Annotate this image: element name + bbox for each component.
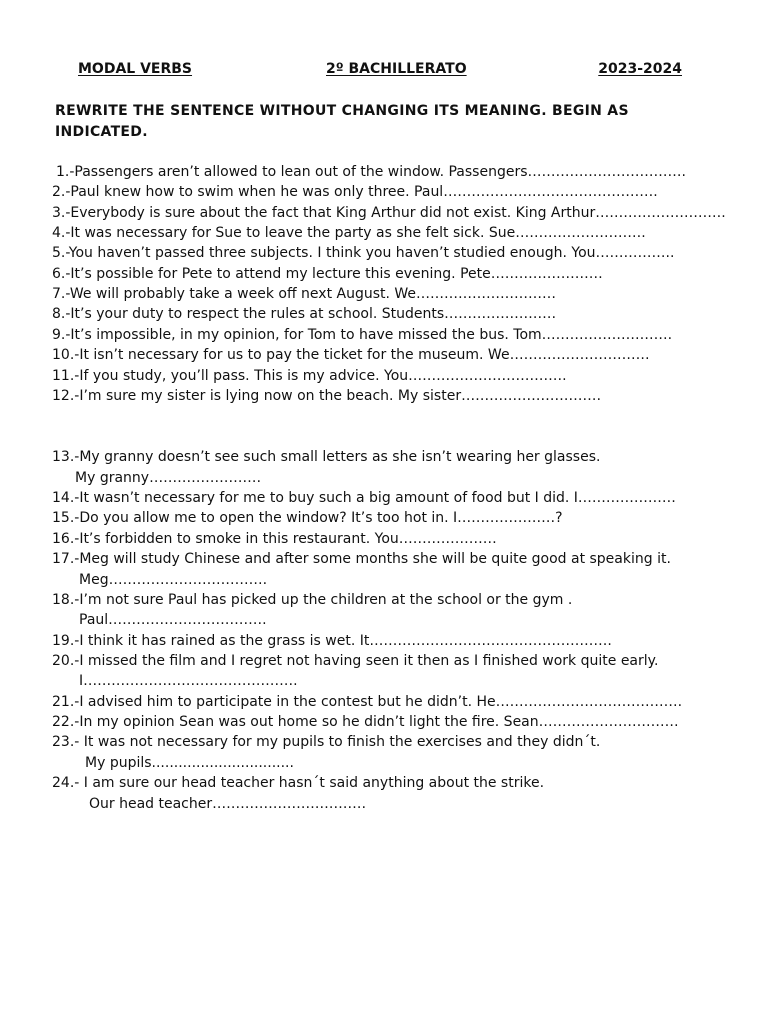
exercise-item: 7.-We will probably take a week off next August. We………………………… <box>52 286 557 302</box>
exercise-item: 18.-I’m not sure Paul has picked up the children at the school or the gym . <box>52 592 573 608</box>
exercise-item: 1.-Passengers aren’t allowed to lean out of the window. Passengers……………………………. <box>56 164 686 180</box>
exercise-item: 3.-Everybody is sure about the fact that King Arthur did not exist. King Arthur………………………. <box>52 205 726 221</box>
exercise-answer-start: My pupils................................ <box>85 755 294 771</box>
exercise-item: 2.-Paul knew how to swim when he was only three. Paul………………………………………. <box>52 184 658 200</box>
exercise-item: 19.-I think it has rained as the grass is wet. It……………………………………………. <box>52 633 612 649</box>
exercise-item: 12.-I’m sure my sister is lying now on the beach. My sister………………………… <box>52 388 602 404</box>
course-label: 2º BACHILLERATO <box>326 61 467 77</box>
exercise-item: 11.-If you study, you’ll pass. This is my advice. You……………………………. <box>52 368 567 384</box>
exercise-item: 15.-Do you allow me to open the window? It’s too hot in. I…………………? <box>52 510 563 526</box>
exercise-item: 13.-My granny doesn’t see such small letters as she isn’t wearing her glasses. <box>52 449 601 465</box>
exercise-item: 14.-It wasn’t necessary for me to buy such a big amount of food but I did. I………………… <box>52 490 676 506</box>
exercise-item: 16.-It’s forbidden to smoke in this restaurant. You………………… <box>52 531 497 547</box>
document-header <box>78 61 682 81</box>
exercise-item: 10.-It isn’t necessary for us to pay the ticket for the museum. We………………………… <box>52 347 650 363</box>
instruction-heading: REWRITE THE SENTENCE WITHOUT CHANGING ITS MEANING. BEGIN AS INDICATED. <box>55 103 629 140</box>
exercise-item: 9.-It’s impossible, in my opinion, for Tom to have missed the bus. Tom………………………. <box>52 327 673 343</box>
exercise-item: 8.-It’s your duty to respect the rules at school. Students…………………… <box>52 306 557 322</box>
exercise-answer-start: Paul……………………………. <box>79 612 267 628</box>
exercise-item: 5.-You haven’t passed three subjects. I think you haven’t studied enough. You…………….. <box>52 245 675 261</box>
exercise-item: 22.-In my opinion Sean was out home so he didn’t light the fire. Sean………………………… <box>52 714 679 730</box>
exercise-item: 20.-I missed the film and I regret not having seen it then as I finished work quite early. <box>52 653 659 669</box>
exercise-item: 4.-It was necessary for Sue to leave the party as she felt sick. Sue………………………. <box>52 225 646 241</box>
exercise-item: 21.-I advised him to participate in the contest but he didn’t. He…………………………………. <box>52 694 683 710</box>
exercise-item: 23.- It was not necessary for my pupils to finish the exercises and they didn´t. <box>52 734 601 750</box>
exercise-item: 24.- I am sure our head teacher hasn´t said anything about the strike. <box>52 775 545 791</box>
school-year: 2023-2024 <box>598 61 682 77</box>
exercise-item: 17.-Meg will study Chinese and after some months she will be quite good at speaking it. <box>52 551 671 567</box>
exercise-answer-start: My granny…………………… <box>75 470 262 486</box>
exercise-answer-start: Our head teacher…………………………… <box>89 796 367 812</box>
exercise-answer-start: Meg……………………………. <box>79 572 268 588</box>
worksheet-title: MODAL VERBS <box>78 61 193 77</box>
exercise-answer-start: I………………………………………. <box>79 673 298 689</box>
exercise-item: 6.-It’s possible for Pete to attend my lecture this evening. Pete…………………… <box>52 266 603 282</box>
